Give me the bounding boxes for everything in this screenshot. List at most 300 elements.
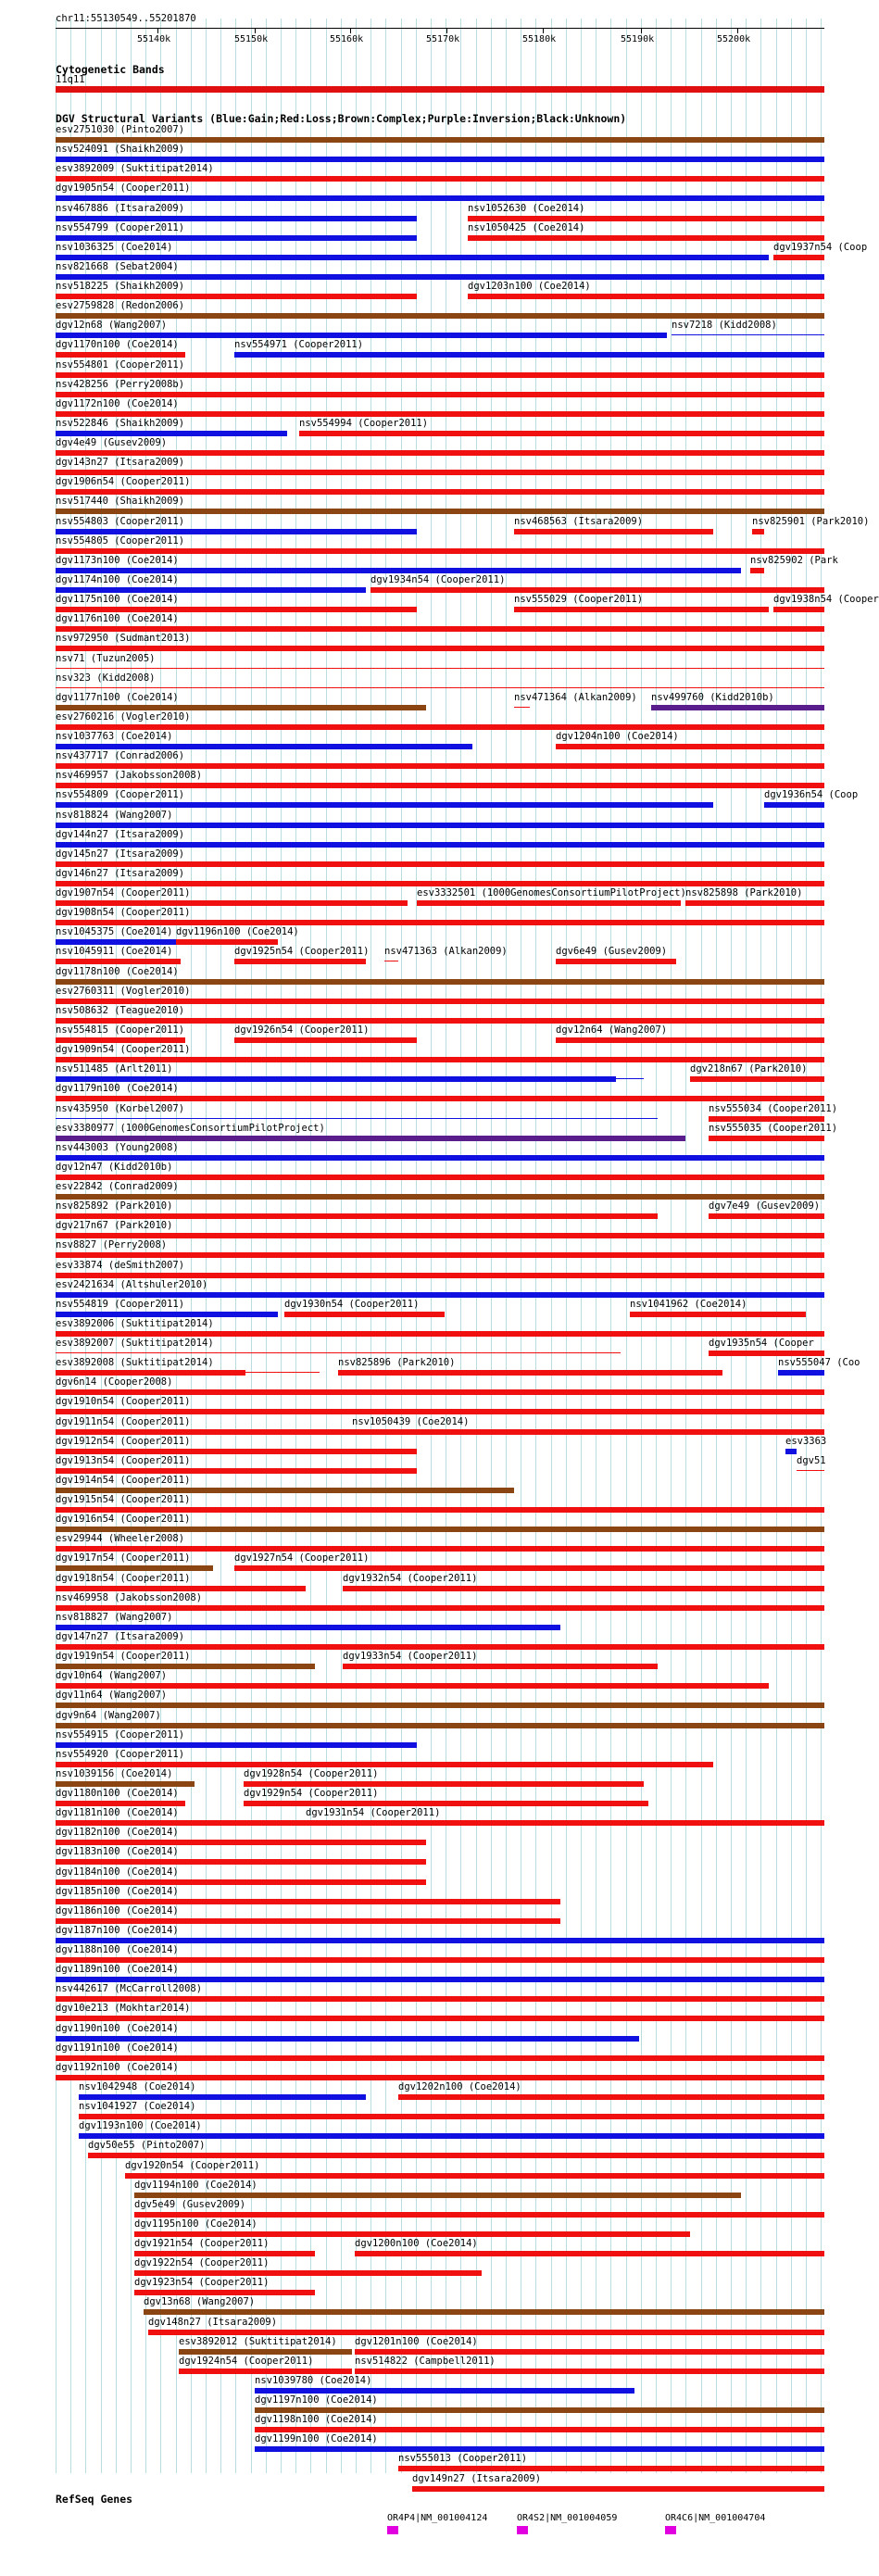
variant-label[interactable]: dgv1202n100 (Coe2014) bbox=[398, 2081, 521, 2092]
variant-bar[interactable] bbox=[56, 900, 408, 906]
variant-bar[interactable] bbox=[56, 783, 824, 788]
variant-label[interactable]: dgv1184n100 (Coe2014) bbox=[56, 1866, 179, 1878]
variant-bar[interactable] bbox=[56, 313, 824, 319]
variant-label[interactable]: nsv554805 (Cooper2011) bbox=[56, 535, 185, 547]
variant-bar[interactable] bbox=[398, 2094, 824, 2100]
variant-label[interactable]: esv3380977 (1000GenomesConsortiumPilotProject) bbox=[56, 1123, 325, 1134]
variant-bar[interactable] bbox=[56, 861, 824, 867]
variant-label[interactable]: nsv1036325 (Coe2014) bbox=[56, 242, 173, 253]
variant-label[interactable]: nsv1042948 (Coe2014) bbox=[79, 2081, 196, 2092]
variant-bar[interactable] bbox=[370, 587, 824, 593]
variant-label[interactable]: dgv1198n100 (Coe2014) bbox=[255, 2414, 378, 2425]
variant-label[interactable]: dgv1199n100 (Coe2014) bbox=[255, 2433, 378, 2444]
variant-bar[interactable] bbox=[56, 157, 824, 162]
variant-label[interactable]: dgv1908n54 (Cooper2011) bbox=[56, 907, 191, 918]
variant-label[interactable]: nsv555035 (Cooper2011) bbox=[709, 1123, 838, 1134]
variant-label[interactable]: dgv12n68 (Wang2007) bbox=[56, 320, 168, 331]
variant-label[interactable]: nsv1050439 (Coe2014) bbox=[352, 1416, 470, 1427]
variant-label[interactable]: dgv1185n100 (Coe2014) bbox=[56, 1886, 179, 1897]
variant-label[interactable]: dgv1931n54 (Cooper2011) bbox=[306, 1807, 441, 1818]
variant-label[interactable]: dgv1204n100 (Coe2014) bbox=[556, 731, 679, 742]
variant-label[interactable]: dgv1179n100 (Coe2014) bbox=[56, 1083, 179, 1094]
variant-bar[interactable] bbox=[355, 2251, 824, 2256]
variant-bar[interactable] bbox=[56, 1076, 616, 1082]
variant-label[interactable]: dgv1192n100 (Coe2014) bbox=[56, 2062, 179, 2073]
variant-bar[interactable] bbox=[134, 2212, 824, 2218]
variant-bar[interactable] bbox=[343, 1664, 658, 1669]
variant-bar[interactable] bbox=[355, 2369, 824, 2374]
variant-label[interactable]: dgv218n67 (Park2010) bbox=[690, 1063, 808, 1074]
variant-label[interactable]: esv2421634 (Altshuler2010) bbox=[56, 1279, 208, 1290]
variant-bar[interactable] bbox=[56, 626, 824, 632]
variant-label[interactable]: dgv13n68 (Wang2007) bbox=[144, 2296, 256, 2307]
variant-bar[interactable] bbox=[56, 823, 824, 828]
gene-feature[interactable] bbox=[665, 2526, 676, 2534]
variant-label[interactable]: dgv1935n54 (Cooper bbox=[709, 1338, 814, 1349]
variant-bar[interactable] bbox=[56, 1625, 560, 1630]
variant-bar[interactable] bbox=[417, 900, 681, 906]
variant-bar[interactable] bbox=[56, 529, 417, 534]
variant-bar[interactable] bbox=[56, 1468, 417, 1474]
variant-bar[interactable] bbox=[255, 2427, 824, 2432]
variant-bar[interactable] bbox=[144, 2309, 824, 2315]
variant-label[interactable]: dgv144n27 (Itsara2009) bbox=[56, 829, 185, 840]
variant-label[interactable]: dgv1917n54 (Cooper2011) bbox=[56, 1552, 191, 1564]
variant-bar[interactable] bbox=[125, 2173, 824, 2179]
variant-bar[interactable] bbox=[56, 1859, 426, 1865]
variant-bar[interactable] bbox=[56, 1273, 824, 1278]
variant-bar[interactable] bbox=[255, 2388, 634, 2394]
variant-label[interactable]: dgv10e213 (Mokhtar2014) bbox=[56, 2003, 191, 2014]
variant-bar[interactable] bbox=[672, 334, 824, 335]
variant-label[interactable]: dgv11n64 (Wang2007) bbox=[56, 1690, 168, 1701]
variant-bar[interactable] bbox=[398, 2466, 824, 2471]
variant-bar[interactable] bbox=[709, 1116, 824, 1122]
variant-label[interactable]: dgv1924n54 (Cooper2011) bbox=[179, 2356, 314, 2367]
gene-label[interactable]: OR4S2|NM_001004059 bbox=[517, 2513, 618, 2523]
variant-bar[interactable] bbox=[56, 1057, 824, 1062]
variant-label[interactable]: nsv437717 (Conrad2006) bbox=[56, 750, 185, 761]
variant-bar[interactable] bbox=[56, 1801, 185, 1806]
variant-bar[interactable] bbox=[56, 1644, 824, 1650]
variant-bar[interactable] bbox=[56, 1586, 306, 1591]
variant-bar[interactable] bbox=[56, 999, 824, 1004]
variant-label[interactable]: nsv554803 (Cooper2011) bbox=[56, 516, 185, 527]
variant-label[interactable]: dgv1920n54 (Cooper2011) bbox=[125, 2160, 260, 2171]
variant-bar[interactable] bbox=[556, 959, 676, 964]
variant-label[interactable]: dgv1926n54 (Cooper2011) bbox=[234, 1024, 370, 1036]
variant-bar[interactable] bbox=[56, 763, 824, 769]
variant-label[interactable]: nsv554809 (Cooper2011) bbox=[56, 789, 185, 800]
variant-label[interactable]: dgv1914n54 (Cooper2011) bbox=[56, 1475, 191, 1486]
variant-label[interactable]: esv3363 bbox=[785, 1436, 827, 1447]
variant-bar[interactable] bbox=[56, 959, 181, 964]
variant-bar[interactable] bbox=[134, 2193, 741, 2198]
variant-label[interactable]: dgv6n14 (Cooper2008) bbox=[56, 1376, 173, 1388]
variant-bar[interactable] bbox=[468, 235, 824, 241]
variant-bar[interactable] bbox=[134, 2290, 315, 2295]
variant-label[interactable]: dgv1930n54 (Cooper2011) bbox=[284, 1299, 420, 1310]
variant-label[interactable]: dgv1916n54 (Cooper2011) bbox=[56, 1514, 191, 1525]
variant-label[interactable]: nsv554994 (Cooper2011) bbox=[299, 418, 429, 429]
variant-label[interactable]: dgv1915n54 (Cooper2011) bbox=[56, 1494, 191, 1505]
variant-bar[interactable] bbox=[778, 1370, 824, 1376]
variant-label[interactable]: dgv1182n100 (Coe2014) bbox=[56, 1827, 179, 1838]
variant-bar[interactable] bbox=[764, 802, 824, 808]
variant-label[interactable]: dgv1905n54 (Cooper2011) bbox=[56, 182, 191, 194]
variant-label[interactable]: nsv554915 (Cooper2011) bbox=[56, 1729, 185, 1740]
gene-feature[interactable] bbox=[387, 2526, 398, 2534]
variant-label[interactable]: nsv1045375 (Coe2014) bbox=[56, 926, 173, 937]
variant-label[interactable]: dgv1173n100 (Coe2014) bbox=[56, 555, 179, 566]
variant-label[interactable]: nsv1039156 (Coe2014) bbox=[56, 1768, 173, 1779]
variant-bar[interactable] bbox=[56, 216, 417, 221]
variant-label[interactable]: nsv508632 (Teague2010) bbox=[56, 1005, 185, 1016]
variant-bar[interactable] bbox=[56, 1781, 195, 1787]
variant-label[interactable]: dgv143n27 (Itsara2009) bbox=[56, 457, 185, 468]
variant-label[interactable]: esv33874 (deSmith2007) bbox=[56, 1260, 185, 1271]
variant-bar[interactable] bbox=[56, 235, 417, 241]
variant-bar[interactable] bbox=[56, 724, 824, 730]
variant-label[interactable]: dgv1906n54 (Cooper2011) bbox=[56, 476, 191, 487]
variant-bar[interactable] bbox=[56, 1096, 824, 1101]
variant-bar[interactable] bbox=[752, 529, 764, 534]
variant-label[interactable]: dgv1183n100 (Coe2014) bbox=[56, 1846, 179, 1857]
variant-label[interactable]: dgv1181n100 (Coe2014) bbox=[56, 1807, 179, 1818]
variant-bar[interactable] bbox=[244, 1781, 644, 1787]
variant-label[interactable]: nsv825898 (Park2010) bbox=[685, 887, 803, 898]
variant-label[interactable]: dgv1912n54 (Cooper2011) bbox=[56, 1436, 191, 1447]
variant-label[interactable]: nsv8827 (Perry2008) bbox=[56, 1239, 168, 1250]
variant-label[interactable]: nsv1039780 (Coe2014) bbox=[255, 2375, 372, 2386]
variant-bar[interactable] bbox=[56, 509, 824, 514]
variant-label[interactable]: dgv1938n54 (Cooper bbox=[773, 594, 879, 605]
variant-label[interactable]: nsv818824 (Wang2007) bbox=[56, 810, 173, 821]
variant-label[interactable]: nsv471363 (Alkan2009) bbox=[384, 946, 508, 957]
variant-bar[interactable] bbox=[56, 1879, 426, 1885]
variant-bar[interactable] bbox=[56, 1938, 824, 1943]
variant-bar[interactable] bbox=[56, 802, 713, 808]
variant-label[interactable]: dgv1196n100 (Coe2014) bbox=[176, 926, 299, 937]
variant-bar[interactable] bbox=[234, 352, 824, 358]
variant-label[interactable]: nsv825901 (Park2010) bbox=[752, 516, 870, 527]
variant-label[interactable]: nsv555047 (Coo bbox=[778, 1357, 860, 1368]
variant-label[interactable]: dgv1909n54 (Cooper2011) bbox=[56, 1044, 191, 1055]
variant-bar[interactable] bbox=[79, 2133, 824, 2139]
variant-bar[interactable] bbox=[56, 470, 824, 475]
variant-bar[interactable] bbox=[284, 1312, 445, 1317]
variant-label[interactable]: nsv522846 (Shaikh2009) bbox=[56, 418, 185, 429]
variant-label[interactable]: dgv12n47 (Kidd2010b) bbox=[56, 1162, 173, 1173]
variant-label[interactable]: nsv555013 (Cooper2011) bbox=[398, 2453, 528, 2464]
variant-label[interactable]: nsv323 (Kidd2008) bbox=[56, 672, 156, 684]
variant-label[interactable]: dgv1178n100 (Coe2014) bbox=[56, 966, 179, 977]
variant-bar[interactable] bbox=[56, 1118, 658, 1119]
variant-bar[interactable] bbox=[56, 1449, 417, 1454]
variant-label[interactable]: dgv1172n100 (Coe2014) bbox=[56, 398, 179, 409]
variant-label[interactable]: dgv1186n100 (Coe2014) bbox=[56, 1905, 179, 1916]
variant-label[interactable]: nsv1045911 (Coe2014) bbox=[56, 946, 173, 957]
variant-label[interactable]: dgv1180n100 (Coe2014) bbox=[56, 1788, 179, 1799]
variant-bar[interactable] bbox=[56, 1312, 278, 1317]
variant-label[interactable]: dgv1197n100 (Coe2014) bbox=[255, 2394, 378, 2406]
variant-label[interactable]: nsv467886 (Itsara2009) bbox=[56, 203, 185, 214]
variant-bar[interactable] bbox=[56, 195, 824, 201]
variant-bar[interactable] bbox=[56, 137, 824, 143]
variant-label[interactable]: dgv1927n54 (Cooper2011) bbox=[234, 1552, 370, 1564]
variant-label[interactable]: esv3892012 (Suktitipat2014) bbox=[179, 2336, 337, 2347]
variant-label[interactable]: nsv524091 (Shaikh2009) bbox=[56, 144, 185, 155]
variant-label[interactable]: nsv514822 (Campbell2011) bbox=[355, 2356, 496, 2367]
variant-bar[interactable] bbox=[56, 687, 824, 688]
variant-label[interactable]: nsv511485 (Arlt2011) bbox=[56, 1063, 173, 1074]
variant-label[interactable]: nsv7218 (Kidd2008) bbox=[672, 320, 777, 331]
variant-label[interactable]: nsv442617 (McCarroll2008) bbox=[56, 1983, 203, 1994]
gene-feature[interactable] bbox=[517, 2526, 528, 2534]
variant-bar[interactable] bbox=[56, 939, 195, 945]
variant-bar[interactable] bbox=[134, 2270, 482, 2276]
variant-bar[interactable] bbox=[56, 1840, 426, 1845]
variant-label[interactable]: nsv825896 (Park2010) bbox=[338, 1357, 456, 1368]
variant-bar[interactable] bbox=[56, 1664, 315, 1669]
variant-bar[interactable] bbox=[245, 1372, 320, 1373]
variant-bar[interactable] bbox=[685, 900, 824, 906]
variant-label[interactable]: nsv554815 (Cooper2011) bbox=[56, 1024, 185, 1036]
variant-bar[interactable] bbox=[785, 1449, 797, 1454]
variant-bar[interactable] bbox=[56, 1037, 185, 1043]
variant-bar[interactable] bbox=[176, 939, 278, 945]
variant-bar[interactable] bbox=[797, 1470, 824, 1471]
variant-label[interactable]: nsv469958 (Jakobsson2008) bbox=[56, 1592, 203, 1603]
variant-bar[interactable] bbox=[88, 2153, 824, 2158]
variant-bar[interactable] bbox=[709, 1136, 824, 1141]
variant-bar[interactable] bbox=[56, 2055, 824, 2061]
variant-label[interactable]: esv2760216 (Vogler2010) bbox=[56, 711, 191, 723]
variant-bar[interactable] bbox=[56, 1018, 824, 1024]
variant-bar[interactable] bbox=[179, 2349, 352, 2355]
variant-label[interactable]: dgv4e49 (Gusev2009) bbox=[56, 437, 168, 448]
variant-bar[interactable] bbox=[56, 450, 824, 456]
variant-bar[interactable] bbox=[56, 1194, 824, 1200]
variant-bar[interactable] bbox=[709, 1213, 824, 1219]
variant-bar[interactable] bbox=[56, 1546, 824, 1552]
variant-bar[interactable] bbox=[134, 2251, 315, 2256]
variant-bar[interactable] bbox=[56, 333, 667, 338]
variant-label[interactable]: dgv1191n100 (Coe2014) bbox=[56, 2042, 179, 2054]
variant-label[interactable]: nsv972950 (Sudmant2013) bbox=[56, 633, 191, 644]
variant-label[interactable]: nsv554801 (Cooper2011) bbox=[56, 359, 185, 371]
variant-label[interactable]: nsv554920 (Cooper2011) bbox=[56, 1749, 185, 1760]
variant-label[interactable]: nsv555034 (Cooper2011) bbox=[709, 1103, 838, 1114]
variant-bar[interactable] bbox=[56, 2036, 639, 2042]
variant-bar[interactable] bbox=[56, 1292, 824, 1298]
variant-bar[interactable] bbox=[56, 587, 366, 593]
variant-bar[interactable] bbox=[56, 979, 824, 985]
variant-bar[interactable] bbox=[56, 568, 741, 573]
variant-label[interactable]: esv22842 (Conrad2009) bbox=[56, 1181, 179, 1192]
variant-bar[interactable] bbox=[56, 1252, 824, 1258]
variant-bar[interactable] bbox=[412, 2486, 824, 2492]
variant-label[interactable]: dgv1170n100 (Coe2014) bbox=[56, 339, 179, 350]
variant-label[interactable]: dgv1194n100 (Coe2014) bbox=[134, 2180, 257, 2191]
variant-label[interactable]: esv3892009 (Suktitipat2014) bbox=[56, 163, 214, 174]
variant-bar[interactable] bbox=[468, 216, 824, 221]
variant-bar[interactable] bbox=[56, 352, 185, 358]
variant-bar[interactable] bbox=[56, 294, 417, 299]
variant-bar[interactable] bbox=[56, 1409, 824, 1414]
variant-label[interactable]: esv29944 (Wheeler2008) bbox=[56, 1533, 185, 1544]
variant-bar[interactable] bbox=[56, 1683, 769, 1689]
variant-bar[interactable] bbox=[56, 176, 824, 182]
variant-label[interactable]: dgv6e49 (Gusev2009) bbox=[556, 946, 668, 957]
variant-bar[interactable] bbox=[234, 1037, 417, 1043]
variant-bar[interactable] bbox=[234, 959, 366, 964]
variant-bar[interactable] bbox=[56, 372, 824, 378]
variant-bar[interactable] bbox=[56, 548, 824, 554]
variant-label[interactable]: dgv1928n54 (Cooper2011) bbox=[244, 1768, 379, 1779]
variant-bar[interactable] bbox=[255, 2407, 824, 2413]
variant-label[interactable]: dgv1188n100 (Coe2014) bbox=[56, 1944, 179, 1955]
variant-label[interactable]: dgv1923n54 (Cooper2011) bbox=[134, 2277, 270, 2288]
variant-label[interactable]: dgv51 bbox=[797, 1455, 826, 1466]
variant-bar[interactable] bbox=[56, 1136, 685, 1141]
variant-bar[interactable] bbox=[56, 274, 824, 280]
gene-label[interactable]: OR4P4|NM_001004124 bbox=[387, 2513, 488, 2523]
variant-bar[interactable] bbox=[56, 1213, 658, 1219]
variant-label[interactable]: nsv1041927 (Coe2014) bbox=[79, 2101, 196, 2112]
variant-bar[interactable] bbox=[690, 1076, 824, 1082]
variant-bar[interactable] bbox=[56, 1527, 824, 1532]
variant-bar[interactable] bbox=[56, 392, 824, 397]
variant-label[interactable]: nsv1052630 (Coe2014) bbox=[468, 203, 585, 214]
variant-label[interactable]: nsv821668 (Sebat2004) bbox=[56, 261, 179, 272]
variant-label[interactable]: dgv1913n54 (Cooper2011) bbox=[56, 1455, 191, 1466]
variant-bar[interactable] bbox=[244, 1801, 648, 1806]
variant-bar[interactable] bbox=[56, 881, 824, 886]
variant-label[interactable]: esv2751030 (Pinto2007) bbox=[56, 124, 185, 135]
variant-label[interactable]: esv2760311 (Vogler2010) bbox=[56, 986, 191, 997]
variant-bar[interactable] bbox=[56, 920, 824, 925]
variant-bar[interactable] bbox=[234, 1565, 824, 1571]
variant-bar[interactable] bbox=[56, 2075, 824, 2080]
cytoband-bar[interactable] bbox=[56, 86, 824, 93]
variant-label[interactable]: nsv818827 (Wang2007) bbox=[56, 1612, 173, 1623]
variant-label[interactable]: nsv1037763 (Coe2014) bbox=[56, 731, 173, 742]
variant-label[interactable]: dgv149n27 (Itsara2009) bbox=[412, 2473, 542, 2484]
variant-bar[interactable] bbox=[79, 2094, 366, 2100]
variant-label[interactable]: dgv1918n54 (Cooper2011) bbox=[56, 1573, 191, 1584]
variant-bar[interactable] bbox=[56, 1899, 560, 1904]
variant-label[interactable]: nsv518225 (Shaikh2009) bbox=[56, 281, 185, 292]
variant-bar[interactable] bbox=[514, 607, 769, 612]
variant-label[interactable]: dgv1203n100 (Coe2014) bbox=[468, 281, 591, 292]
variant-bar[interactable] bbox=[468, 294, 824, 299]
variant-bar[interactable] bbox=[56, 1977, 824, 1982]
variant-label[interactable]: dgv1177n100 (Coe2014) bbox=[56, 692, 179, 703]
variant-label[interactable]: dgv1175n100 (Coe2014) bbox=[56, 594, 179, 605]
variant-bar[interactable] bbox=[179, 2369, 352, 2374]
variant-bar[interactable] bbox=[56, 1565, 213, 1571]
variant-bar[interactable] bbox=[56, 1370, 245, 1376]
variant-label[interactable]: dgv1936n54 (Coop bbox=[764, 789, 859, 800]
variant-label[interactable]: nsv517440 (Shaikh2009) bbox=[56, 496, 185, 507]
variant-label[interactable]: dgv1190n100 (Coe2014) bbox=[56, 2023, 179, 2034]
variant-label[interactable]: dgv10n64 (Wang2007) bbox=[56, 1670, 168, 1681]
variant-label[interactable]: esv3892006 (Suktitipat2014) bbox=[56, 1318, 214, 1329]
variant-bar[interactable] bbox=[56, 431, 287, 436]
variant-bar[interactable] bbox=[56, 411, 824, 417]
variant-label[interactable]: nsv428256 (Perry2008b) bbox=[56, 379, 185, 390]
variant-bar[interactable] bbox=[56, 1507, 824, 1513]
variant-label[interactable]: dgv12n64 (Wang2007) bbox=[556, 1024, 668, 1036]
variant-label[interactable]: nsv443003 (Young2008) bbox=[56, 1142, 179, 1153]
variant-bar[interactable] bbox=[514, 707, 530, 708]
variant-label[interactable]: dgv145n27 (Itsara2009) bbox=[56, 848, 185, 860]
variant-label[interactable]: nsv825902 (Park bbox=[750, 555, 838, 566]
variant-bar[interactable] bbox=[56, 1605, 824, 1611]
variant-label[interactable]: dgv1201n100 (Coe2014) bbox=[355, 2336, 478, 2347]
variant-label[interactable]: dgv1922n54 (Cooper2011) bbox=[134, 2257, 270, 2268]
variant-bar[interactable] bbox=[338, 1370, 722, 1376]
variant-bar[interactable] bbox=[56, 1957, 824, 1963]
variant-label[interactable]: dgv1187n100 (Coe2014) bbox=[56, 1925, 179, 1936]
variant-label[interactable]: esv3892008 (Suktitipat2014) bbox=[56, 1357, 214, 1368]
variant-label[interactable]: nsv435950 (Korbel2007) bbox=[56, 1103, 185, 1114]
variant-label[interactable]: nsv1050425 (Coe2014) bbox=[468, 222, 585, 233]
variant-bar[interactable] bbox=[556, 744, 824, 749]
variant-label[interactable]: dgv1189n100 (Coe2014) bbox=[56, 1964, 179, 1975]
variant-label[interactable]: dgv1193n100 (Coe2014) bbox=[79, 2120, 202, 2131]
gene-label[interactable]: OR4C6|NM_001004704 bbox=[665, 2513, 766, 2523]
variant-bar[interactable] bbox=[56, 255, 769, 260]
variant-bar[interactable] bbox=[299, 431, 824, 436]
variant-bar[interactable] bbox=[56, 705, 426, 710]
variant-label[interactable]: dgv1911n54 (Cooper2011) bbox=[56, 1416, 191, 1427]
variant-label[interactable]: nsv1041962 (Coe2014) bbox=[630, 1299, 747, 1310]
variant-label[interactable]: nsv468563 (Itsara2009) bbox=[514, 516, 644, 527]
variant-label[interactable]: esv3892007 (Suktitipat2014) bbox=[56, 1338, 214, 1349]
variant-label[interactable]: dgv9n64 (Wang2007) bbox=[56, 1710, 161, 1721]
variant-label[interactable]: nsv469957 (Jakobsson2008) bbox=[56, 770, 203, 781]
variant-bar[interactable] bbox=[56, 1762, 713, 1767]
variant-label[interactable]: nsv554819 (Cooper2011) bbox=[56, 1299, 185, 1310]
variant-bar[interactable] bbox=[56, 1996, 824, 2002]
variant-bar[interactable] bbox=[56, 2016, 824, 2021]
variant-label[interactable]: dgv1200n100 (Coe2014) bbox=[355, 2238, 478, 2249]
variant-bar[interactable] bbox=[56, 1918, 560, 1924]
variant-bar[interactable] bbox=[773, 607, 824, 612]
variant-bar[interactable] bbox=[56, 842, 824, 848]
variant-bar[interactable] bbox=[79, 2114, 824, 2119]
variant-label[interactable]: dgv1934n54 (Cooper2011) bbox=[370, 574, 506, 585]
variant-label[interactable]: dgv1176n100 (Coe2014) bbox=[56, 613, 179, 624]
variant-bar[interactable] bbox=[352, 1429, 824, 1435]
variant-bar[interactable] bbox=[56, 1742, 417, 1748]
variant-label[interactable]: nsv555029 (Cooper2011) bbox=[514, 594, 644, 605]
variant-label[interactable]: nsv499760 (Kidd2010b) bbox=[651, 692, 774, 703]
variant-bar[interactable] bbox=[750, 568, 764, 573]
variant-label[interactable]: dgv217n67 (Park2010) bbox=[56, 1220, 173, 1231]
variant-bar[interactable] bbox=[56, 1703, 824, 1708]
variant-label[interactable]: dgv1921n54 (Cooper2011) bbox=[134, 2238, 270, 2249]
variant-label[interactable]: dgv1929n54 (Cooper2011) bbox=[244, 1788, 379, 1799]
variant-label[interactable]: esv2759828 (Redon2006) bbox=[56, 300, 185, 311]
variant-label[interactable]: dgv1937n54 (Coop bbox=[773, 242, 868, 253]
variant-bar[interactable] bbox=[56, 1155, 824, 1161]
variant-bar[interactable] bbox=[709, 1351, 824, 1356]
variant-bar[interactable] bbox=[56, 1331, 824, 1337]
variant-label[interactable]: dgv147n27 (Itsara2009) bbox=[56, 1631, 185, 1642]
